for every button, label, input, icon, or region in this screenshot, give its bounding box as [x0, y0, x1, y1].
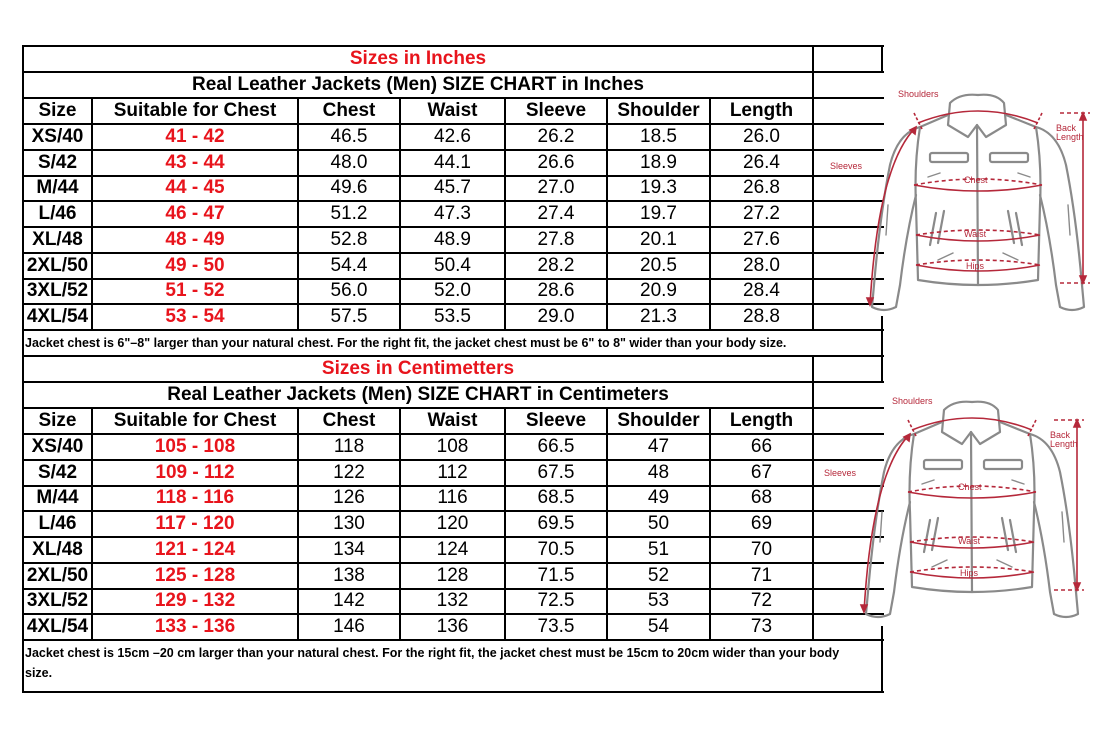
sleeves-label: Sleeves: [824, 468, 857, 478]
cell-shoulder: 47: [647, 435, 670, 457]
grid-line: [23, 433, 884, 435]
cell-chest: 56.0: [330, 280, 368, 302]
cell-shoulder: 19.7: [640, 203, 677, 225]
grid-line: [23, 329, 884, 331]
grid-line: [812, 45, 814, 331]
grid-line: [91, 407, 93, 641]
fit-note-line-2: size.: [25, 666, 53, 680]
cell-range: 125 - 128: [154, 564, 236, 586]
cell-sleeve: 27.4: [537, 203, 575, 225]
cell-size: 3XL/52: [26, 280, 89, 302]
cell-waist: 132: [436, 590, 469, 612]
cell-length: 27.2: [743, 203, 780, 225]
cell-length: 28.0: [743, 254, 780, 276]
cell-length: 70: [750, 538, 773, 560]
cell-shoulder: 20.9: [640, 280, 677, 302]
jacket-measurement-diagram: [822, 392, 1092, 627]
back-length-label-2: Length: [1050, 439, 1078, 449]
cell-range: 133 - 136: [154, 616, 236, 638]
cell-size: M/44: [36, 487, 79, 509]
cell-shoulder: 48: [647, 461, 670, 483]
cell-size: 2XL/50: [26, 564, 89, 586]
fit-note: [23, 643, 880, 683]
cell-range: 109 - 112: [155, 461, 235, 483]
cell-size: XS/40: [31, 125, 84, 147]
column-header-waist: Waist: [427, 100, 478, 121]
cell-shoulder: 50: [647, 513, 670, 535]
grid-line: [709, 407, 711, 641]
cell-chest: 146: [333, 616, 365, 638]
grid-line: [23, 200, 884, 202]
cell-length: 66: [750, 435, 773, 457]
column-header-shoulder: Shoulder: [617, 410, 700, 431]
grid-line: [23, 407, 815, 409]
cell-chest: 52.8: [330, 228, 368, 250]
grid-line: [709, 97, 711, 331]
cell-sleeve: 67.5: [537, 461, 575, 483]
cell-size: 3XL/52: [26, 590, 89, 612]
cell-sleeve: 72.5: [537, 590, 575, 612]
cell-size: L/46: [38, 203, 77, 225]
grid-line: [606, 97, 608, 331]
column-header-range: Suitable for Chest: [113, 100, 277, 121]
cell-shoulder: 20.1: [640, 228, 677, 250]
waist-label: Waist: [964, 229, 987, 239]
cell-length: 26.4: [743, 151, 780, 173]
grid-line: [606, 407, 608, 641]
section-title: Sizes in Centimetters: [321, 358, 515, 379]
grid-line: [813, 71, 884, 73]
cell-waist: 50.4: [434, 254, 471, 276]
grid-line: [23, 562, 884, 564]
cell-sleeve: 27.8: [537, 228, 575, 250]
grid-line: [881, 316, 883, 357]
grid-line: [23, 536, 884, 538]
cell-shoulder: 51: [647, 538, 670, 560]
cell-sleeve: 66.5: [537, 435, 575, 457]
cell-size: L/46: [38, 513, 77, 535]
cell-length: 26.0: [743, 125, 780, 147]
grid-line: [23, 252, 884, 254]
cell-waist: 48.9: [434, 228, 471, 250]
cell-length: 73: [750, 616, 773, 638]
grid-line: [23, 510, 884, 512]
column-header-size: Size: [38, 100, 77, 121]
hips-label: Hips: [960, 568, 979, 578]
grid-line: [91, 97, 93, 331]
back-length-label: Back: [1056, 123, 1077, 133]
cell-waist: 116: [437, 487, 468, 509]
cell-chest: 130: [333, 513, 365, 535]
grid-line: [22, 355, 24, 693]
cell-shoulder: 21.3: [640, 306, 677, 328]
grid-line: [23, 459, 884, 461]
cell-chest: 46.5: [330, 125, 368, 147]
cell-chest: 51.2: [330, 203, 368, 225]
cell-length: 67: [750, 461, 773, 483]
cell-sleeve: 68.5: [537, 487, 575, 509]
cell-sleeve: 73.5: [537, 616, 575, 638]
section-title: Sizes in Inches: [349, 48, 487, 69]
grid-line: [23, 149, 884, 151]
chart-subtitle: Real Leather Jackets (Men) SIZE CHART in Inches: [192, 74, 644, 95]
cell-range: 41 - 42: [165, 125, 225, 147]
grid-line: [23, 45, 884, 47]
cell-sleeve: 69.5: [537, 513, 575, 535]
grid-line: [813, 381, 884, 383]
cell-shoulder: 49: [647, 487, 670, 509]
column-header-chest: Chest: [322, 410, 376, 431]
column-header-chest: Chest: [322, 100, 376, 121]
grid-line: [23, 485, 884, 487]
grid-line: [23, 278, 884, 280]
cell-range: 43 - 44: [165, 151, 225, 173]
grid-line: [22, 45, 24, 357]
fit-note: Jacket chest is 6"–8" larger than your natural chest. For the right fit, the jacket chest must be 6" to 8" wider than your body size.: [25, 336, 787, 350]
cell-range: 121 - 124: [154, 538, 236, 560]
grid-line: [23, 588, 884, 590]
cell-range: 51 - 52: [165, 280, 225, 302]
cell-size: M/44: [36, 177, 79, 199]
cell-waist: 44.1: [434, 151, 471, 173]
cell-length: 68: [750, 487, 773, 509]
fit-note-line-1: Jacket chest is 15cm –20 cm larger than your natural chest. For the right fit, the jacket chest must be 15cm to 20cm wider than your body: [25, 646, 840, 660]
hips-label: Hips: [966, 261, 985, 271]
back-length-label: Back: [1050, 430, 1071, 440]
column-header-sleeve: Sleeve: [525, 410, 587, 431]
cell-sleeve: 28.6: [537, 280, 575, 302]
cell-sleeve: 70.5: [537, 538, 575, 560]
column-header-shoulder: Shoulder: [617, 100, 700, 121]
grid-line: [23, 175, 884, 177]
cell-waist: 136: [436, 616, 469, 638]
cell-waist: 42.6: [434, 125, 471, 147]
column-header-length: Length: [729, 410, 794, 431]
cell-length: 69: [750, 513, 773, 535]
cell-range: 129 - 132: [154, 590, 236, 612]
grid-line: [23, 381, 815, 383]
cell-chest: 122: [333, 461, 365, 483]
back-length-label-2: Length: [1056, 132, 1084, 142]
cell-shoulder: 52: [647, 564, 670, 586]
cell-sleeve: 27.0: [537, 177, 575, 199]
grid-line: [812, 355, 814, 641]
cell-sleeve: 26.6: [537, 151, 575, 173]
grid-line: [399, 407, 401, 641]
cell-range: 49 - 50: [165, 254, 225, 276]
cell-waist: 108: [436, 435, 469, 457]
cell-range: 118 - 116: [155, 487, 235, 509]
cell-length: 26.8: [743, 177, 780, 199]
jacket-diagram-centimeters: [822, 392, 1092, 627]
cell-waist: 128: [436, 564, 469, 586]
cell-range: 48 - 49: [165, 228, 225, 250]
cell-size: 2XL/50: [26, 254, 89, 276]
grid-line: [23, 71, 815, 73]
grid-line: [297, 97, 299, 331]
cell-length: 72: [750, 590, 773, 612]
cell-length: 71: [750, 564, 773, 586]
cell-shoulder: 54: [647, 616, 670, 638]
cell-waist: 112: [437, 461, 468, 483]
cell-size: XL/48: [32, 228, 83, 250]
cell-range: 53 - 54: [165, 306, 225, 328]
grid-line: [881, 355, 883, 383]
column-header-range: Suitable for Chest: [113, 410, 277, 431]
grid-line: [504, 97, 506, 331]
cell-chest: 118: [333, 435, 365, 457]
cell-length: 28.8: [743, 306, 780, 328]
grid-line: [23, 639, 884, 641]
cell-chest: 57.5: [330, 306, 368, 328]
cell-waist: 45.7: [434, 177, 471, 199]
cell-shoulder: 18.5: [640, 125, 677, 147]
grid-line: [297, 407, 299, 641]
cell-range: 46 - 47: [165, 203, 225, 225]
cell-chest: 142: [333, 590, 365, 612]
column-header-size: Size: [38, 410, 77, 431]
cell-shoulder: 19.3: [640, 177, 677, 199]
chest-label: Chest: [958, 482, 982, 492]
cell-chest: 49.6: [330, 177, 368, 199]
chart-subtitle: Real Leather Jackets (Men) SIZE CHART in Centimeters: [167, 384, 669, 405]
grid-line: [399, 97, 401, 331]
cell-sleeve: 29.0: [537, 306, 575, 328]
grid-line: [23, 226, 884, 228]
cell-range: 105 - 108: [154, 435, 236, 457]
column-header-sleeve: Sleeve: [525, 100, 587, 121]
jacket-measurement-diagram: [828, 85, 1098, 320]
cell-chest: 54.4: [330, 254, 368, 276]
cell-chest: 138: [333, 564, 365, 586]
cell-shoulder: 20.5: [640, 254, 677, 276]
cell-chest: 134: [333, 538, 365, 560]
cell-chest: 126: [333, 487, 365, 509]
grid-line: [23, 303, 884, 305]
sleeves-label: Sleeves: [830, 161, 863, 171]
grid-line: [23, 613, 884, 615]
grid-line: [23, 355, 884, 357]
grid-line: [504, 407, 506, 641]
grid-line: [881, 45, 883, 73]
cell-sleeve: 28.2: [537, 254, 575, 276]
cell-waist: 124: [436, 538, 469, 560]
jacket-diagram-inches: [828, 85, 1098, 320]
cell-waist: 120: [436, 513, 469, 535]
cell-waist: 47.3: [434, 203, 471, 225]
cell-range: 44 - 45: [165, 177, 225, 199]
grid-line: [23, 123, 884, 125]
cell-size: S/42: [37, 151, 78, 173]
cell-sleeve: 71.5: [537, 564, 575, 586]
cell-waist: 53.5: [434, 306, 471, 328]
cell-waist: 52.0: [434, 280, 471, 302]
grid-line: [23, 691, 884, 693]
grid-line: [881, 626, 883, 693]
column-header-waist: Waist: [427, 410, 478, 431]
cell-size: XS/40: [31, 435, 84, 457]
shoulders-label: Shoulders: [892, 396, 933, 406]
cell-size: 4XL/54: [26, 616, 89, 638]
cell-length: 27.6: [743, 228, 780, 250]
cell-size: 4XL/54: [26, 306, 89, 328]
cell-shoulder: 53: [647, 590, 670, 612]
grid-line: [23, 97, 815, 99]
cell-length: 28.4: [743, 280, 780, 302]
cell-shoulder: 18.9: [640, 151, 677, 173]
cell-size: XL/48: [32, 538, 83, 560]
cell-size: S/42: [37, 461, 78, 483]
cell-range: 117 - 120: [155, 513, 235, 535]
cell-chest: 48.0: [330, 151, 368, 173]
shoulders-label: Shoulders: [898, 89, 939, 99]
waist-label: Waist: [958, 536, 981, 546]
chest-label: Chest: [964, 175, 988, 185]
column-header-length: Length: [729, 100, 794, 121]
cell-sleeve: 26.2: [537, 125, 575, 147]
